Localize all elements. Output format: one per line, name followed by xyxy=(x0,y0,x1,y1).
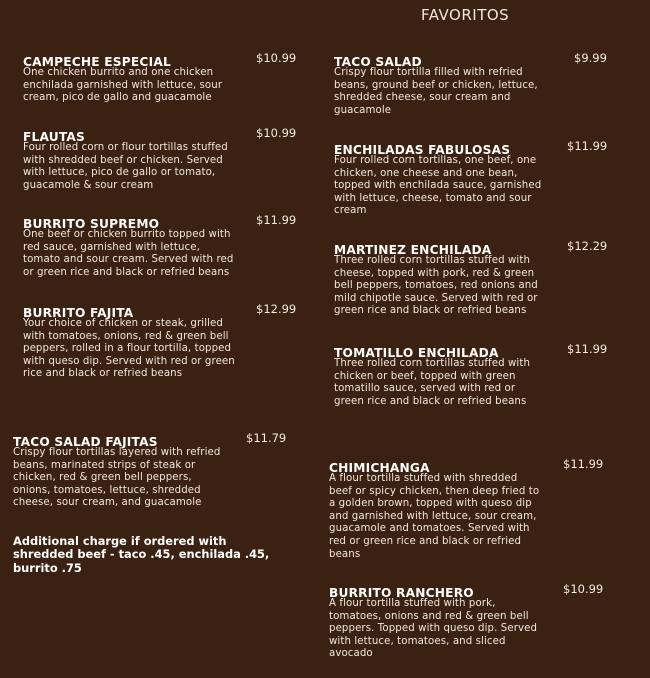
item-price: $10.99 xyxy=(563,582,604,596)
item-description: Three rolled corn tortillas stuffed with cheese, topped with pork, red & green bell peppers, tomatoes, red onions and mild chipotle sauce. Served with red or green rice and black or refried beans xyxy=(334,255,538,317)
item-price: $11.79 xyxy=(246,431,287,445)
item-price: $12.29 xyxy=(567,239,608,253)
menu-item-burrito-supremo xyxy=(23,213,303,279)
item-price: $11.99 xyxy=(563,457,604,471)
item-description: Four rolled corn or flour tortillas stuffed with shredded beef or chicken. Served with lettuce, pico de gallo or tomato, guacamole & sour cream xyxy=(23,142,228,191)
menu-item-burrito-ranchero xyxy=(329,582,619,661)
item-name: TACO SALAD xyxy=(334,55,422,69)
item-price: $10.99 xyxy=(256,51,297,65)
item-price: $11.99 xyxy=(567,139,608,153)
item-name: TOMATILLO ENCHILADA xyxy=(334,346,499,360)
menu-item-burrito-fajita xyxy=(23,302,303,381)
item-price: $9.99 xyxy=(574,51,607,65)
item-description: One beef or chicken burrito topped with red sauce, garnished with lettuce, tomato and sour cream. Served with red or green rice and black or refried beans xyxy=(23,229,234,278)
menu-item-taco-salad xyxy=(334,51,614,117)
menu-item-taco-salad-fajitas xyxy=(13,431,303,510)
item-description: Four rolled corn tortillas, one beef, one chicken, one cheese and one bean, topped with enchilada sauce, garnished with lettuce, cheese, tomato and sour cream xyxy=(334,155,542,217)
menu-item-martinez-enchilada xyxy=(334,239,614,318)
item-description: Your choice of chicken or steak, grilled with tomatoes, onions, red & green bell peppers, rolled in a flour tortilla, topped with queso dip. Served with red or green rice and black or refried beans xyxy=(23,318,235,380)
menu-item-enchiladas-fabulosas xyxy=(334,139,614,218)
menu-item-chimichanga xyxy=(329,457,619,561)
item-name: BURRITO SUPREMO xyxy=(23,217,160,231)
item-description: Crispy flour tortillas layered with refried beans, marinated strips of steak or chicken, red & green bell peppers, onions, tomatoes, lettuce, shredded cheese, sour cream, and guacamole xyxy=(13,447,221,509)
item-name: CHIMICHANGA xyxy=(329,461,430,475)
item-name: MARTINEZ ENCHILADA xyxy=(334,243,492,257)
section-heading: FAVORITOS xyxy=(421,6,510,24)
item-name: ENCHILADAS FABULOSAS xyxy=(334,143,511,157)
item-price: $11.99 xyxy=(256,213,297,227)
menu-item-tomatillo-enchilada xyxy=(334,342,614,408)
item-description: A flour tortilla stuffed with shredded beef or spicy chicken, then deep fried to a golden brown, topped with queso dip and garnished with lettuce, sour cream, guacamole and tomatoes. Served with red or green rice and black or refried beans xyxy=(329,473,540,560)
item-description: A flour tortilla stuffed with pork, tomatoes, onions and red & green bell peppers. Topped with queso dip. Served with lettuce, tomatoes, and sliced avocado xyxy=(329,598,538,660)
item-description: One chicken burrito and one chicken enchilada garnished with lettuce, sour cream, pico de gallo and guacamole xyxy=(23,67,223,104)
item-price: $11.99 xyxy=(567,342,608,356)
menu-item-campeche-especial xyxy=(23,51,303,105)
item-description: Crispy flour tortilla filled with refried beans, ground beef or chicken, lettuce, shredded cheese, sour cream and guacamole xyxy=(334,67,538,116)
item-price: $10.99 xyxy=(256,126,297,140)
item-description: Three rolled corn tortillas stuffed with chicken or beef, topped with green tomatillo sauce, served with red or green rice and black or refried beans xyxy=(334,358,530,407)
item-name: BURRITO FAJITA xyxy=(23,306,134,320)
item-name: CAMPECHE ESPECIAL xyxy=(23,55,171,69)
item-name: BURRITO RANCHERO xyxy=(329,586,474,600)
item-name: TACO SALAD FAJITAS xyxy=(13,435,158,449)
item-name: FLAUTAS xyxy=(23,130,86,144)
item-price: $12.99 xyxy=(256,302,297,316)
additional-charge-note: Additional charge if ordered with shredded beef - taco .45, enchilada .45, burrito .75 xyxy=(13,534,270,575)
menu-item-flautas xyxy=(23,126,303,192)
